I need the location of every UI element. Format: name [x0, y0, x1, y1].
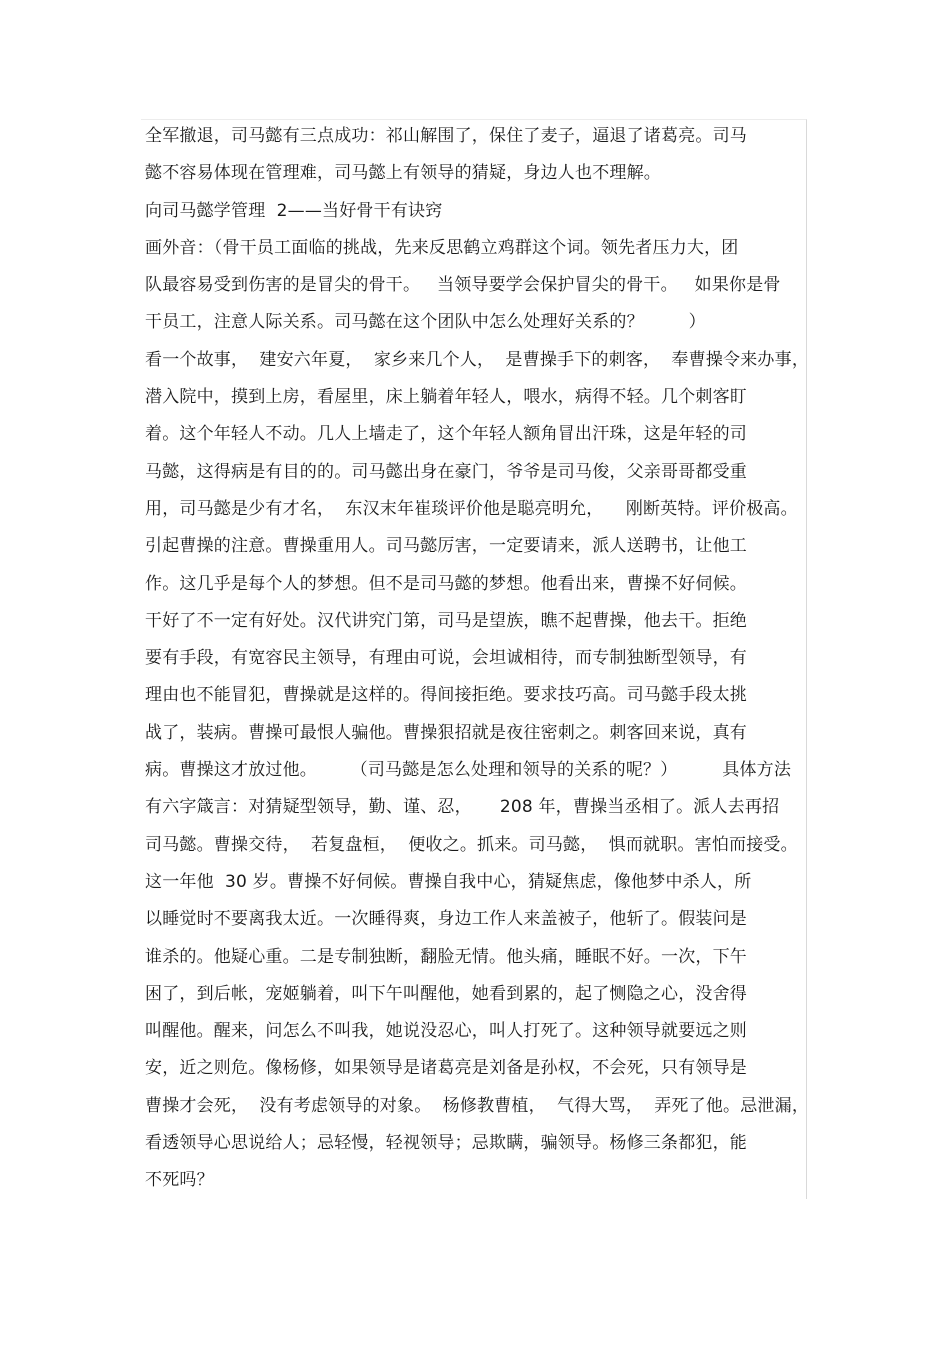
text-line: 有六字箴言：对猜疑型领导，勤、谨、忍， 208 年，曹操当丞相了。派人去再招	[145, 797, 780, 818]
text-line: 干好了不一定有好处。汉代讲究门第，司马是望族，瞧不起曹操，他去干。拒绝	[145, 610, 747, 631]
text-line: 谁杀的。他疑心重。二是专制独断，翻脸无情。他头痛，睡眠不好。一次，下午	[145, 946, 747, 967]
text-line: 理由也不能冒犯，曹操就是这样的。得间接拒绝。要求技巧高。司马懿手段太挑	[145, 685, 747, 706]
text-line: 看一个故事， 建安六年夏， 家乡来几个人， 是曹操手下的刺客， 奉曹操令来办事，	[145, 349, 810, 370]
body-text	[145, 121, 815, 1203]
section-heading: 向司马懿学管理 2——当好骨干有诀窍	[145, 200, 443, 221]
text-line: 司马懿。曹操交待， 若复盘桓， 便收之。抓来。司马懿， 惧而就职。害怕而接受。	[145, 834, 798, 855]
text-line: 引起曹操的注意。曹操重用人。司马懿厉害，一定要请来，派人送聘书，让他工	[145, 536, 747, 557]
text-line: 战了，装病。曹操可最恨人骗他。曹操狠招就是夜往密刺之。刺客回来说，真有	[145, 722, 747, 743]
text-line: 潜入院中，摸到上房，看屋里，床上躺着年轻人，喂水，病得不轻。几个刺客盯	[145, 387, 747, 408]
text-line: 以睡觉时不要离我太近。一次睡得爽，身边工作人来盖被子，他斩了。假装问是	[145, 909, 747, 930]
text-line: 全军撤退，司马懿有三点成功：祁山解围了，保住了麦子，逼退了诸葛亮。司马	[145, 126, 747, 146]
text-line: 着。这个年轻人不动。几人上墙走了，这个年轻人额角冒出汗珠，这是年轻的司	[145, 424, 747, 445]
text-line: 干员工，注意人际关系。司马懿在这个团队中怎么处理好关系的？ ）	[145, 312, 706, 333]
text-line: 看透领导心思说给人；忌轻慢，轻视领导；忌欺瞒，骗领导。杨修三条都犯，能	[145, 1133, 747, 1154]
text-line: 懿不容易体现在管理难，司马懿上有领导的猜疑，身边人也不理解。	[145, 163, 661, 184]
text-line: 不死吗？	[145, 1170, 214, 1191]
text-line: 病。曹操这才放过他。 （司马懿是怎么处理和领导的关系的呢？） 具体方法	[145, 760, 792, 781]
text-line: 马懿，这得病是有目的的。司马懿出身在豪门，爷爷是司马俊，父亲哥哥都受重	[145, 461, 747, 482]
text-line: 作。这几乎是每个人的梦想。但不是司马懿的梦想。他看出来，曹操不好伺候。	[145, 573, 747, 594]
text-line: 画外音：（骨干员工面临的挑战，先来反思鹤立鸡群这个词。领先者压力大，团	[145, 237, 739, 258]
text-line: 安，近之则危。像杨修，如果领导是诸葛亮是刘备是孙权，不会死，只有领导是	[145, 1058, 747, 1079]
text-line: 用，司马懿是少有才名， 东汉末年崔琰评价他是聪亮明允， 刚断英特。评价极高。	[145, 498, 798, 519]
text-line: 队最容易受到伤害的是冒尖的骨干。 当领导要学会保护冒尖的骨干。 如果你是骨	[145, 275, 781, 296]
text-line: 曹操才会死， 没有考虑领导的对象。 杨修教曹植， 气得大骂， 弄死了他。忌泄漏，	[145, 1095, 810, 1116]
text-line: 这一年他 30 岁。曹操不好伺候。曹操自我中心，猜疑焦虑，像他梦中杀人，所	[145, 871, 752, 892]
text-line: 要有手段，有宽容民主领导，有理由可说，会坦诚相待，而专制独断型领导，有	[145, 648, 747, 669]
text-line: 叫醒他。醒来，问怎么不叫我，她说没忍心，叫人打死了。这种领导就要远之则	[145, 1021, 747, 1042]
text-line: 困了，到后帐，宠姬躺着，叫下午叫醒他，她看到累的，起了恻隐之心，没舍得	[145, 983, 747, 1004]
